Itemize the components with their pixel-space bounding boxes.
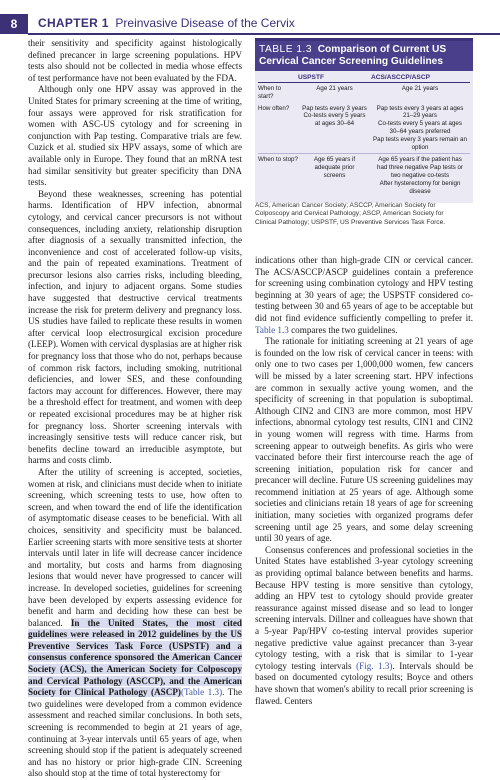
table-footnote — [255, 202, 473, 227]
cell-line: Pap tests every 3 years remain an — [373, 135, 467, 143]
screening-guidelines-table — [255, 38, 473, 203]
paragraph: their sensitivity and specificity against histologically defined precancer in large screening populations. HPV tests also should not be collected in media whose effects of test performance have not been evaluated by the FDA. — [28, 38, 242, 83]
cell-line: Age 21 years — [401, 85, 439, 92]
table-title-line1: Comparison of Current US — [317, 44, 447, 55]
acs-cell — [371, 105, 469, 152]
left-column — [28, 38, 242, 780]
acs-cell — [371, 85, 469, 101]
table-reference-link[interactable]: Table 1.3 — [255, 324, 289, 335]
paragraph — [28, 467, 242, 780]
text-run: . Intervals should be based on documented cytology results; Boyce and others have shown that women's ability to recall prior screening is flawed. Centers — [255, 660, 474, 706]
running-head — [38, 16, 295, 30]
text-run: Consensus conferences and professional societies in the United States have established 3-year cytology screening as providing optimal balance between benefits and harms. Because HPV testing is more sensitive than cytology, adding an HPV test to cytology should provide greater reassurance against missed disease and so lead to longer screening intervals. Dillner and colleagues have shown that a 5-year Pap/HPV co-testing interval provides superior negative predictive value against precancer than 3-year cytology testing, with a risk that is similar to 1-year cytology testing intervals — [255, 544, 473, 671]
cell-line: Pap tests every 3 years — [302, 104, 367, 112]
acs-cell — [371, 156, 469, 195]
footnote-line: Clinical Pathology; USPSTF, US Preventive Services Task Force. — [255, 218, 446, 226]
cell-line: adequate prior — [314, 164, 355, 172]
paragraph — [255, 255, 473, 336]
row-label: How often? — [258, 104, 290, 112]
footnote-line: ACS, American Cancer Society; ASCCP, American Society for — [255, 202, 436, 209]
page-number: 8 — [0, 14, 28, 34]
highlighted-text: In the United States, the most cited guidelines were released in 2012 guidelines by the US Preventive Services Task Force (USPSTF) and a consensus conference sponsored the American Cancer Society (ACS), the American Society for Colposcopy and Cervical Pathology (ASCCP), and the American Society for Clinical Pathology (ASCP) — [28, 617, 242, 698]
paragraph: The rationale for initiating screening at 21 years of age is founded on the low risk of cervical cancer in teens: with only one to two cases per 1,000,000 women, few cancers will be missed by a later screening start. HPV infections are common in sexually active young women, and the specificity of screening in that population is suboptimal. Although CIN2 and CIN3 are more common, most HPV infections, abnormal cytology test results, CIN1 and CIN2 in young women will regress with time. Harms from screening appear to outweigh benefits. As girls who were vaccinated before their first intercourse reach the age of screening initiation, population risk for cancer and precancer will decline. Future US screening guidelines may recommend initiation at 25 years of age. Although some societies and clinicians retain 18 years of age for screening initiation, many societies with organized programs defer screening until age 25 years, and some delay screening until 30 years of age. — [255, 336, 473, 544]
cell-line: at ages 30–64 — [314, 120, 355, 128]
paragraph: Although only one HPV assay was approved in the United States for primary screening at the time of writing, four assays were approved for risk stratification for women with ASC-US cytology and for screening in conjunction with Pap testing. Comparative trials are few. Cuzick et al. studied six HPV assays, some of which are available only in Europe. They found that an mRNA test had similar sensitivity but greater specificity than DNA tests. — [28, 84, 242, 188]
cell-line: Co-tests every 5 years — [303, 112, 366, 120]
chapter-title: Preinvasive Disease of the Cervix — [115, 16, 295, 30]
cell-line: 21–29 years — [402, 112, 438, 120]
text-run: . The two guidelines were developed from a common evidence assessment and reached similar conclusions. In both sets, screening is recommended to begin at 21 years of age, continuing at 3-year intervals until 65 years of age, when screening should stop if the patient is adequately screened and has no history or prior high-grade CIN. Screening also should stop at the time of total hysterectomy for — [28, 687, 242, 779]
cell-line: Pap tests every 3 years at ages — [376, 104, 464, 112]
uspstf-cell — [298, 105, 371, 152]
cell-line: screens — [323, 171, 346, 179]
table-row — [258, 83, 470, 103]
column-header-uspstf: USPSTF — [298, 74, 325, 81]
page-header — [0, 0, 500, 34]
cell-line: Age 21 years — [316, 85, 353, 92]
text-run: After the utility of screening is accepted, societies, women at risk, and clinicians must decide when to initiate screening, which screening tests to use, how often to screen, and when toward the end of life the identification of asymptomatic disease ceases to be beneficial. With all choices, sensitivity and specificity must be balanced. Earlier screening starts with more sensitive tests at shorter intervals until later in life will decrease cancer incidence and mortality, but costs and harms from diagnosing lesions that would never have progressed to cancer will increase. In developed societies, guidelines for screening have been developed by experts assessing evidence for benefit and harm and deciding how these can best be balanced. — [28, 466, 242, 628]
footnote-line: Colposcopy and Cervical Pathology; ASCP, American Society for — [255, 210, 444, 218]
right-column — [255, 255, 473, 707]
cell-line: two negative co-tests — [390, 171, 450, 179]
cell-line: had three negative Pap tests or — [377, 164, 463, 172]
cell-line: option — [411, 143, 429, 151]
uspstf-cell — [298, 85, 371, 101]
table-row — [258, 103, 470, 154]
table-title — [255, 41, 473, 71]
cell-line: disease — [409, 187, 431, 195]
cell-line: Age 65 years if — [313, 156, 356, 164]
paragraph: Beyond these weaknesses, screening has potential harms. Identification of HPV infection, abnormal cytology, and cervical cancer precursors is not without consequences, including anxiety, relationship disruption after diagnosis of a sexually transmitted infection, the inconvenience and cost of accelerated follow-up visits, and the pain of repeated examinations. Treatment of precursor lesions also carries risks, including bleeding, infection, and injury to adjacent organs. Some studies have suggested that destructive cervical treatments increase the risk for preterm delivery and pregnancy loss. US studies have failed to replicate these results in women after cervical loop electrosurgical excision procedure (LEEP). Women with cervical dysplasias are at higher risk for pregnancy loss that those who do not, perhaps because of common risk factors, including smoking, nutritional deficiencies, and lower SES, and these confounding factors may account for differences. However, there may be a threshold effect for treatment, and women with deep or repeated excisional procedures may be at higher risk for pregnancy loss. Shorter screening intervals with increasingly sensitive tests will reduce cancer risk, but benefits decline toward an irreducible asymptote, but harms and costs climb. — [28, 188, 242, 466]
header-empty-cell — [258, 74, 298, 81]
chapter-label: CHAPTER 1 — [38, 16, 109, 30]
table-number: TABLE 1.3 — [259, 44, 313, 55]
text-run: compares the two guidelines. — [288, 324, 398, 335]
row-label: When to stop? — [258, 156, 298, 164]
cell-line: 30–64 years preferred — [389, 127, 451, 135]
paragraph — [255, 545, 473, 707]
table-title-line2: Cervical Cancer Screening Guidelines — [259, 56, 444, 67]
column-header-acs: ACS/ASCCP/ASCP — [371, 74, 430, 81]
row-label: When to start? — [258, 85, 282, 100]
figure-reference-link[interactable]: (Fig. 1.3) — [356, 660, 393, 671]
cell-line: Age 65 years if the patient has — [378, 156, 462, 164]
uspstf-cell — [298, 156, 371, 195]
header-rule — [28, 33, 500, 35]
table-reference-link[interactable]: (Table 1.3) — [180, 687, 223, 698]
table-header-row — [258, 74, 470, 83]
text-run: indications other than high-grade CIN or cervical cancer. The ACS/ASCCP/ASCP guidelines contain a preference for screening using combination cytology and HPV testing beginning at 30 years of age; the USPSTF considered co-testing between 30 and 65 years of age to be acceptable but did not find evidence sufficiently compelling to prefer it. — [255, 255, 473, 323]
cell-line: After hysterectomy for benign — [379, 179, 461, 187]
cell-line: Co-tests every 5 years at ages — [378, 120, 462, 128]
table-row — [258, 153, 470, 197]
